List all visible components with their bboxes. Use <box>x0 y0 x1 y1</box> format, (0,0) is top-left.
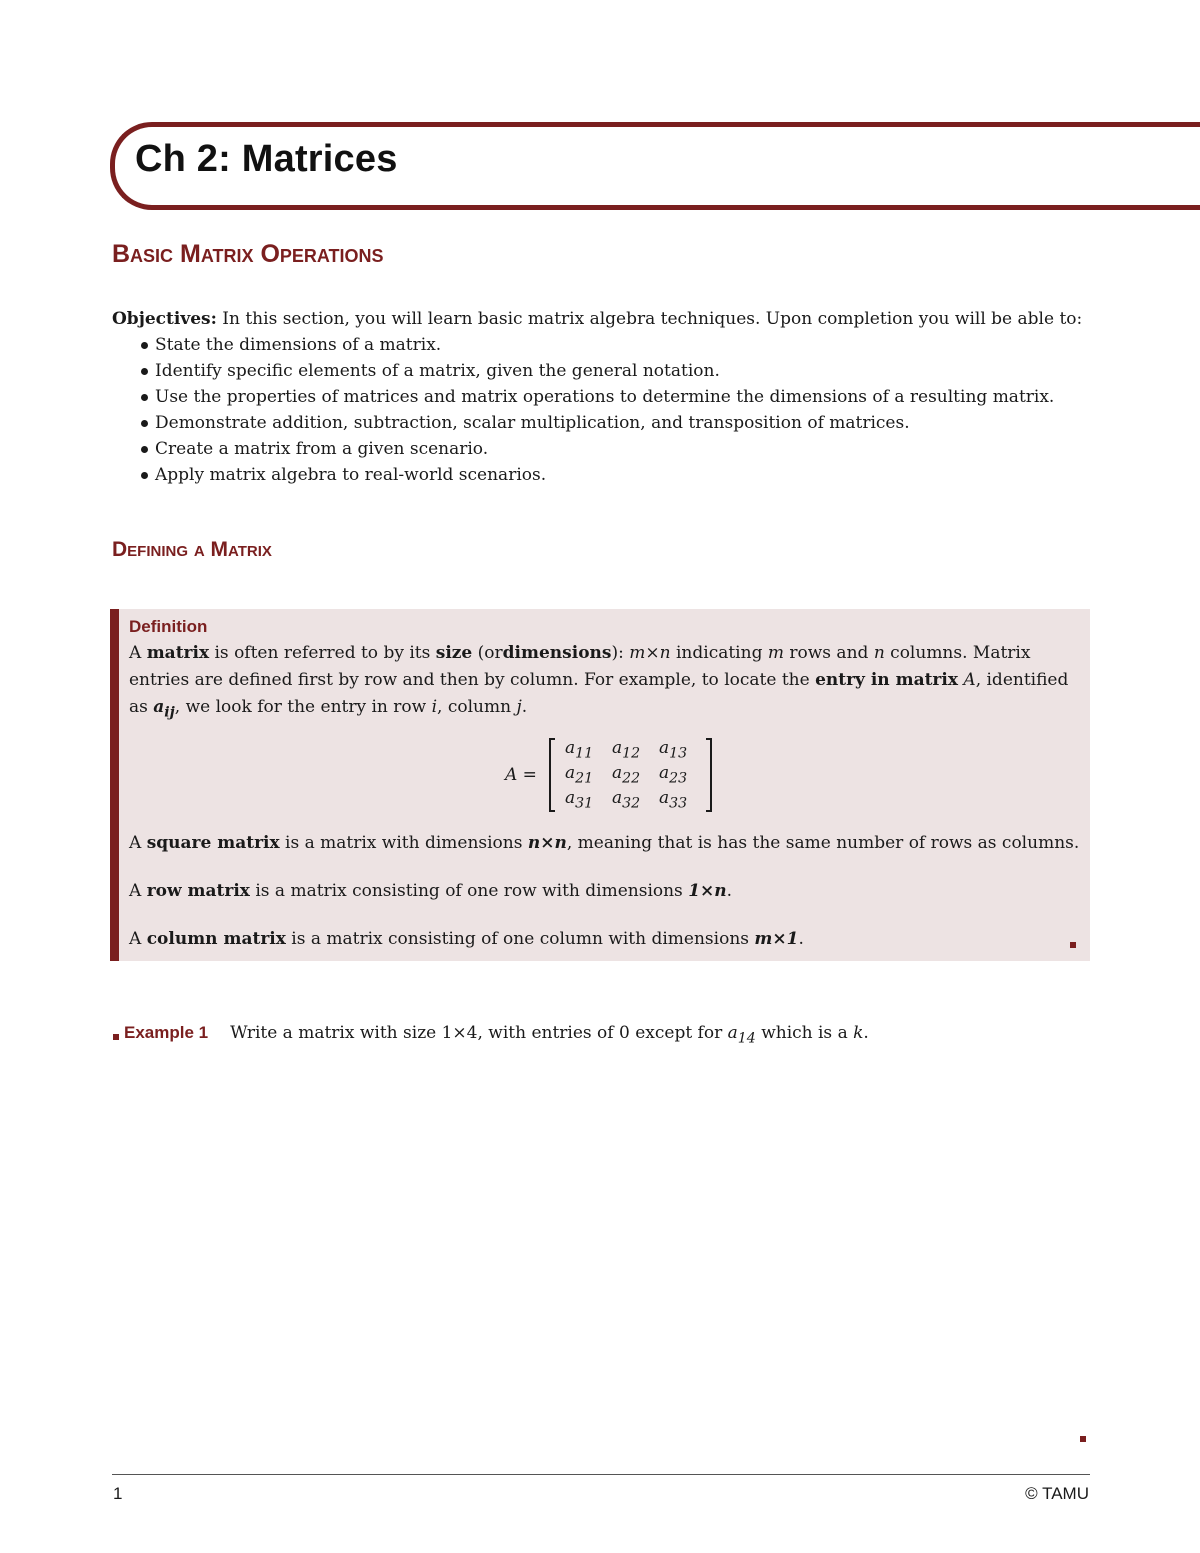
matrix-cell: $a_{33}$ <box>658 787 688 812</box>
objectives-list <box>112 332 1102 488</box>
copyright: © TAMU <box>1025 1484 1089 1503</box>
text: , identified as <box>129 670 1069 717</box>
section-heading-basic-operations: Basic Matrix Operations <box>112 240 384 268</box>
list-item: Use the properties of matrices and matrix operations to determine the dimensions of a resulting matrix. <box>137 384 1102 410</box>
math-m: m <box>767 643 784 663</box>
list-item: State the dimensions of a matrix. <box>137 332 1102 358</box>
text: ): <box>611 643 624 663</box>
math-n-by-n: n×n <box>527 833 567 853</box>
text: . <box>521 697 528 717</box>
term-dimensions: dimensions <box>502 643 612 663</box>
term-column-matrix: column matrix <box>146 929 286 949</box>
matrix-cell: $a_{32}$ <box>611 787 641 812</box>
matrix-cell: $a_{13}$ <box>658 737 688 762</box>
text: indicating <box>675 643 763 663</box>
objectives-intro <box>112 306 1102 332</box>
footer-rule <box>112 1474 1090 1475</box>
section-heading-defining-matrix: Defining a Matrix <box>112 538 272 561</box>
example-1 <box>113 1023 869 1046</box>
matrix-equation <box>505 737 712 812</box>
term-row-matrix: row matrix <box>146 881 250 901</box>
math-m-by-1: m×1 <box>754 929 799 949</box>
math-A: A <box>963 670 976 690</box>
text: , column <box>437 697 512 717</box>
matrix-cell: $a_{21}$ <box>564 762 594 787</box>
matrix-cell: $a_{23}$ <box>658 762 688 787</box>
math-1-by-n: 1×n <box>688 881 727 901</box>
text: columns. Matrix entries are defined first by row and then by column. For example, to locate the <box>129 643 1031 690</box>
matrix-cell: $a_{22}$ <box>611 762 641 787</box>
column-matrix-definition: A column matrix is a matrix consisting of one column with dimensions m×1. <box>129 929 804 949</box>
end-of-example-mark <box>1080 1436 1086 1442</box>
term-matrix: matrix <box>146 643 210 663</box>
text: is often referred to by its <box>214 643 431 663</box>
example-text: Write a matrix with size 1×4, with entries of 0 except for $a_{14}$ which is a k. <box>230 1023 869 1047</box>
math-m-by-n: m×n <box>629 643 671 663</box>
text: rows and <box>789 643 869 663</box>
matrix-cell: $a_{31}$ <box>564 787 594 812</box>
matrix-name: A = <box>505 764 537 785</box>
chapter-title: Ch 2: Matrices <box>135 138 398 180</box>
list-item: Create a matrix from a given scenario. <box>137 436 1102 462</box>
list-item: Demonstrate addition, subtraction, scalar multiplication, and transposition of matrices. <box>137 410 1102 436</box>
math-n: n <box>873 643 885 663</box>
text: (or <box>477 643 503 663</box>
example-label: Example 1 <box>124 1023 209 1042</box>
matrix-cell: $a_{11}$ <box>564 737 594 762</box>
definition-title: Definition <box>129 617 208 636</box>
example-marker <box>113 1034 119 1040</box>
list-item: Identify specific elements of a matrix, given the general notation. <box>137 358 1102 384</box>
matrix-cell: $a_{12}$ <box>611 737 641 762</box>
row-matrix-definition: A row matrix is a matrix consisting of one row with dimensions 1×n. <box>129 881 733 901</box>
term-size: size <box>435 643 473 663</box>
end-of-definition-mark <box>1070 942 1076 948</box>
objectives-intro-text: In this section, you will learn basic matrix algebra techniques. Upon completion you will be able to: <box>222 309 1083 329</box>
square-matrix-definition: A square matrix is a matrix with dimensions n×n, meaning that is has the same number of rows as columns. <box>129 833 1080 853</box>
text: , we look for the entry in row <box>174 697 427 717</box>
list-item: Apply matrix algebra to real-world scenarios. <box>137 462 1102 488</box>
math-i: i <box>431 697 438 717</box>
math-subscript-ij: ij <box>164 704 175 721</box>
math-a: a <box>153 697 165 717</box>
objectives-block <box>112 306 1102 488</box>
definition-paragraph <box>129 640 1081 726</box>
right-bracket <box>706 738 712 812</box>
text: A <box>129 643 142 663</box>
objectives-label: Objectives: <box>112 309 217 329</box>
math-j: j <box>516 697 522 717</box>
term-square-matrix: square matrix <box>146 833 280 853</box>
page-number: 1 <box>113 1484 123 1503</box>
matrix-grid <box>555 737 706 812</box>
term-entry-in-matrix: entry in matrix <box>815 670 958 690</box>
